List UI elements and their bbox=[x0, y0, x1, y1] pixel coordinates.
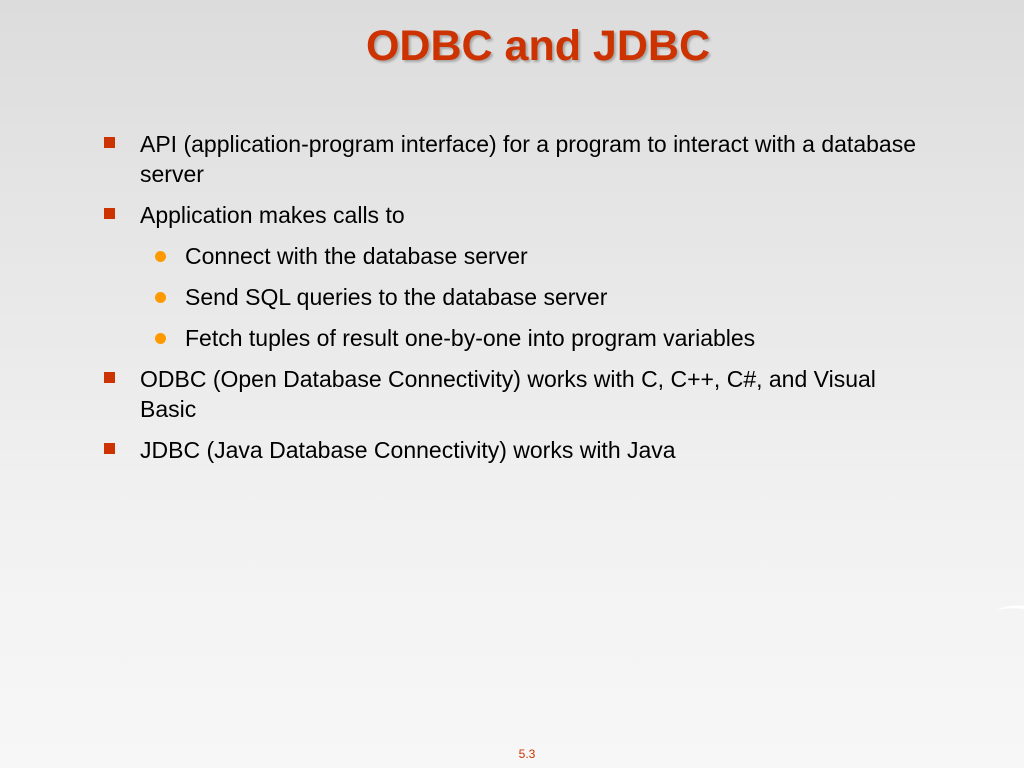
bullet-item bbox=[100, 129, 920, 189]
decorative-swoosh bbox=[996, 604, 1024, 614]
bullet-list bbox=[100, 129, 920, 476]
bullet-item bbox=[100, 200, 920, 230]
bullet-item bbox=[100, 435, 920, 465]
bullet-text: Application makes calls to bbox=[140, 202, 405, 228]
square-bullet-icon bbox=[104, 443, 115, 454]
sub-bullet-text: Send SQL queries to the database server bbox=[185, 284, 608, 310]
round-bullet-icon bbox=[155, 251, 166, 262]
sub-bullet-item bbox=[100, 241, 920, 271]
bullet-text: API (application-program interface) for a program to interact with a database server bbox=[140, 131, 916, 187]
sub-bullet-text: Fetch tuples of result one-by-one into program variables bbox=[185, 325, 756, 351]
sub-bullet-item bbox=[100, 282, 920, 312]
bullet-text: ODBC (Open Database Connectivity) works with C, C++, C#, and Visual Basic bbox=[140, 366, 876, 422]
square-bullet-icon bbox=[104, 137, 115, 148]
square-bullet-icon bbox=[104, 208, 115, 219]
bullet-text: JDBC (Java Database Connectivity) works with Java bbox=[140, 437, 676, 463]
bullet-item bbox=[100, 364, 920, 424]
page-number: 5.3 bbox=[518, 747, 536, 761]
sub-bullet-item bbox=[100, 323, 920, 353]
square-bullet-icon bbox=[104, 372, 115, 383]
slide-title: ODBC and JDBC bbox=[365, 22, 711, 70]
round-bullet-icon bbox=[155, 292, 166, 303]
round-bullet-icon bbox=[155, 333, 166, 344]
sub-bullet-text: Connect with the database server bbox=[185, 243, 528, 269]
